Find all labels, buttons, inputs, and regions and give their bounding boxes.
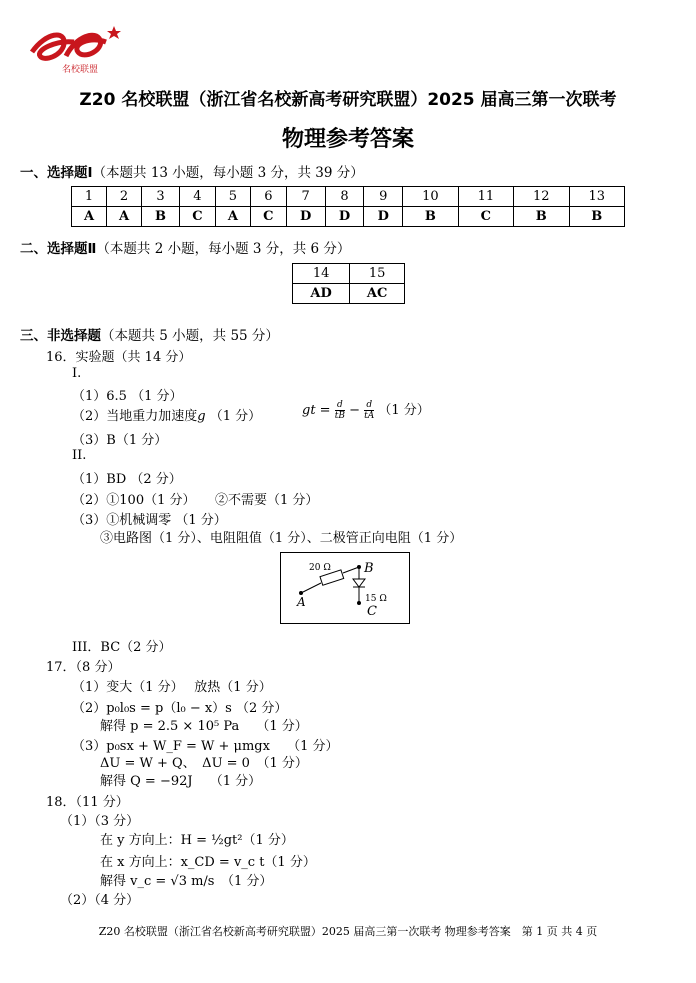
q18-line1: （1）（3 分）: [60, 814, 140, 829]
q16-line5: （2）①100（1 分） ②不需要（1 分）: [72, 493, 319, 508]
q16-line3: （3）B（1 分）: [72, 433, 168, 448]
terminal-a-label: A: [297, 595, 306, 609]
q18-line5: （2）（4 分）: [60, 893, 140, 908]
q16-part1: I.: [72, 366, 82, 381]
section1-number-row: 1 2 3 4 5 6 7 8 9 10 11 12 13: [72, 187, 625, 207]
q17-line6: 解得 Q = −92J （1 分）: [100, 774, 262, 789]
logo-text: 名校联盟: [62, 65, 99, 75]
q18-line2: 在 y 方向上：H = ½gt²（1 分）: [100, 833, 294, 848]
section2-answer-table: 14 15 AD AC: [292, 263, 405, 304]
exam-title: Z20 名校联盟（浙江省名校新高考研究联盟）2025 届高三第一次联考: [79, 90, 617, 110]
q17-line1: （1）变大（1 分） 放热（1 分）: [72, 680, 272, 695]
section1-answer-table: [71, 186, 625, 227]
q18-heading: 18．（11 分）: [46, 795, 129, 810]
circuit-diagram: [280, 552, 410, 624]
logo-graphic: [26, 22, 130, 80]
q17-line4: （3）p₀sx + W_F = W + μmgx （1 分）: [72, 739, 339, 754]
q16-line1: （1）6.5 （1 分）: [72, 389, 183, 404]
section2-heading: 二、选择题Ⅱ（本题共 2 小题，每小题 3 分，共 6 分）: [20, 241, 351, 257]
q16-equation: gt = $\frac{d}{tB}$ − $\frac{d}{tA}$ （1 分）: [302, 400, 430, 421]
section1-answer-row: A A B C A C D D D B C B B: [72, 207, 625, 227]
page-footer: Z20 名校联盟（浙江省名校新高考研究联盟）2025 届高三第一次联考 物理参考答案 第 1 页 共 4 页: [98, 925, 598, 938]
q17-heading: 17．（8 分）: [46, 660, 121, 675]
section1-heading: 一、选择题Ⅰ（本题共 13 小题，每小题 3 分，共 39 分）: [20, 165, 364, 181]
q18-line4: 解得 v_c = √3 m/s （1 分）: [100, 874, 273, 889]
q17-line2: （2）p₀l₀s = p（l₀ − x）s （2 分）: [72, 701, 288, 716]
terminal-c-label: C: [367, 604, 377, 619]
q16-line7: ③电路图（1 分）、电阻阻值（1 分）、二极管正向电阻（1 分）: [100, 531, 463, 546]
league-logo: [26, 22, 130, 80]
q18-line3: 在 x 方向上：x_CD = v_c t（1 分）: [100, 855, 316, 870]
circuit-svg: [281, 553, 409, 623]
diode-resistance-label: 15 Ω: [365, 594, 387, 604]
answer-key-title: 物理参考答案: [281, 127, 414, 152]
terminal-b-label: B: [364, 561, 374, 576]
q16-heading: 16．实验题（共 14 分）: [46, 350, 192, 365]
q17-line5: ΔU = W + Q、 ΔU = 0 （1 分）: [100, 756, 308, 771]
q17-line3: 解得 p = 2.5 × 10⁵ Pa （1 分）: [100, 719, 308, 734]
q16-line2: （2）当地重力加速度g （1 分）: [72, 409, 262, 424]
q16-part2: II.: [72, 448, 87, 463]
resistor-label: 20 Ω: [309, 563, 331, 573]
q16-line4: （1）BD （2 分）: [72, 472, 182, 487]
q16-line6: （3）①机械调零 （1 分）: [72, 513, 227, 528]
section3-heading: 三、非选择题（本题共 5 小题，共 55 分）: [20, 328, 279, 344]
q16-part3: III．BC（2 分）: [72, 640, 172, 655]
